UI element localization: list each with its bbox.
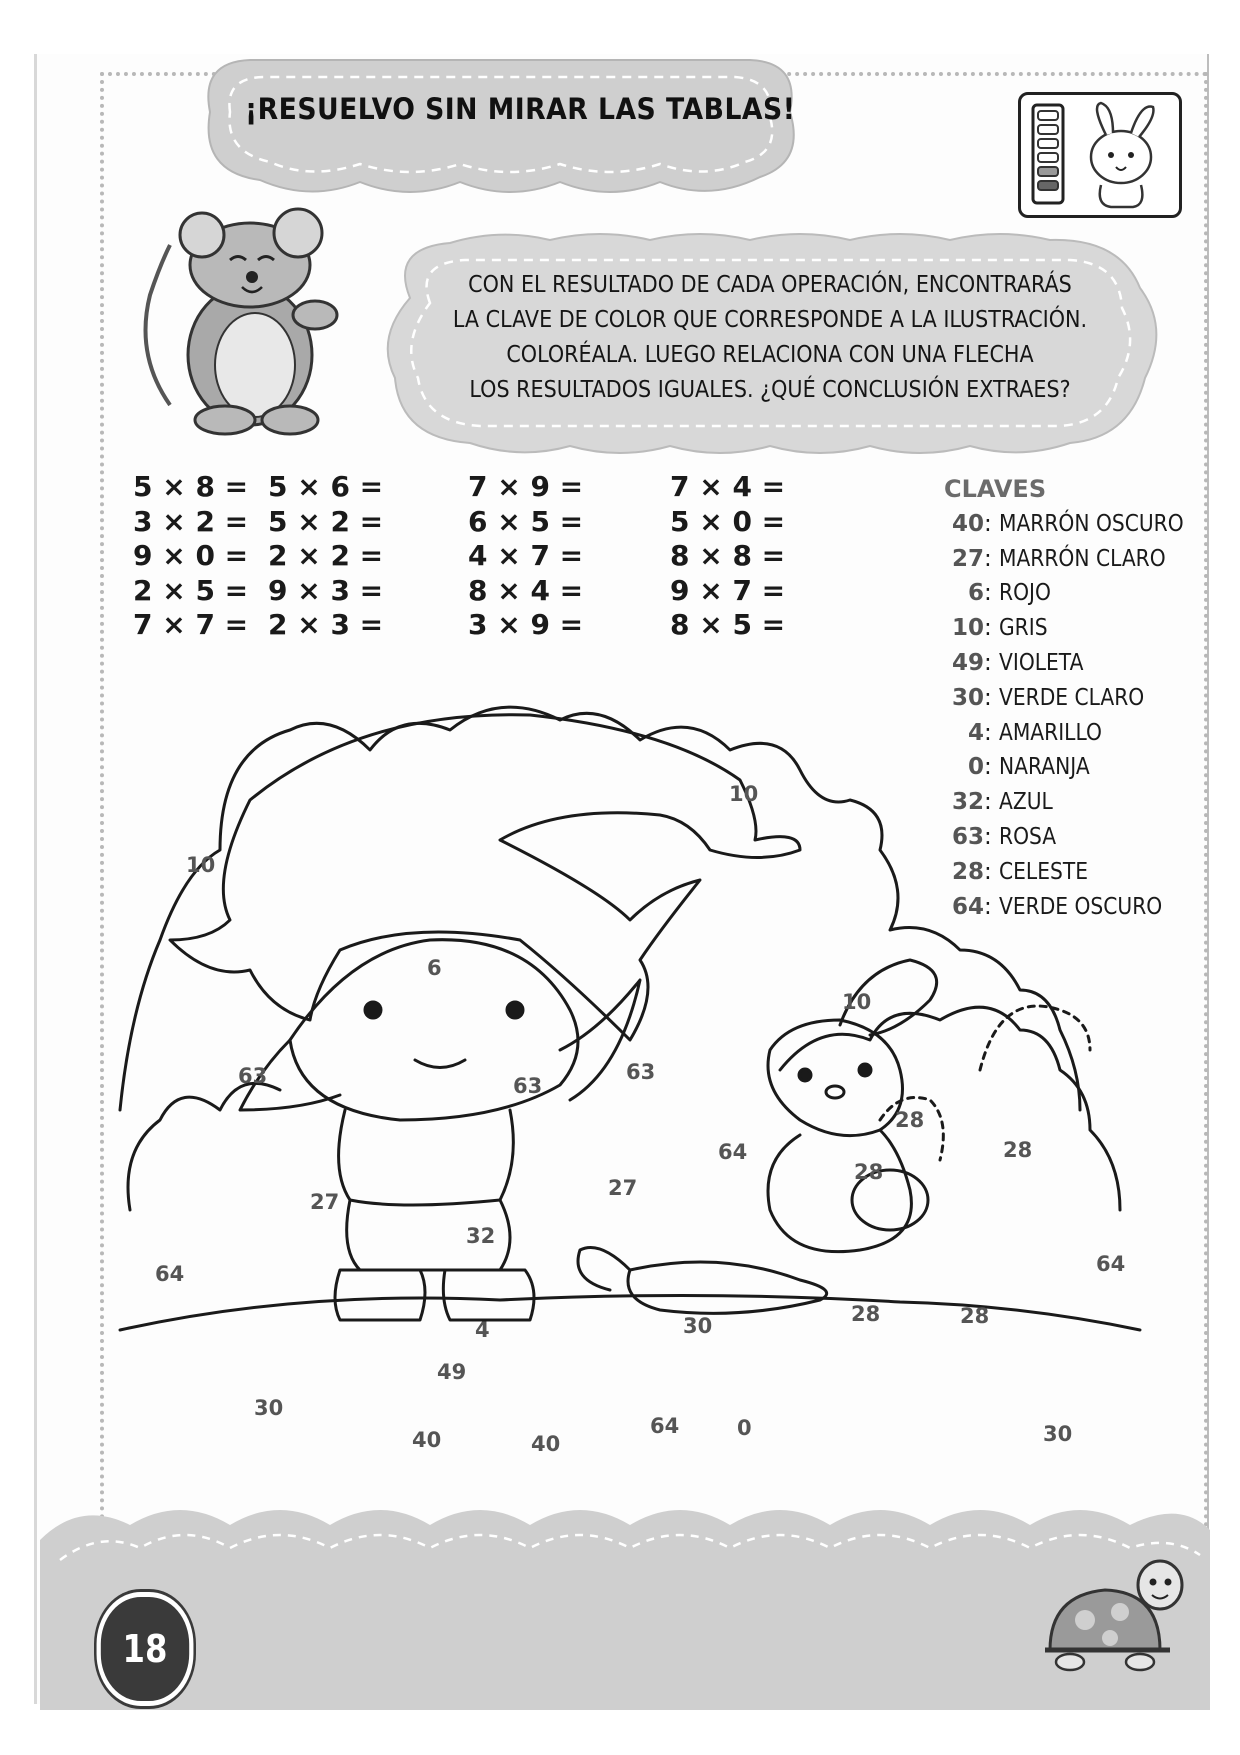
key-color: ROJO bbox=[999, 580, 1051, 607]
mouse-illustration bbox=[130, 205, 370, 440]
key-color: ROSA bbox=[999, 823, 1057, 850]
operation: 5 × 8 = bbox=[133, 470, 249, 503]
region-number: 64 bbox=[650, 1414, 680, 1438]
instruction-line: LOS RESULTADOS IGUALES. ¿QUÉ CONCLUSIÓN EXTRAES? bbox=[469, 377, 1071, 403]
region-number: 28 bbox=[854, 1160, 884, 1184]
region-number: 27 bbox=[310, 1190, 340, 1214]
region-number: 64 bbox=[1096, 1252, 1126, 1276]
operation: 5 × 6 = bbox=[268, 470, 384, 503]
operation: 9 × 3 = bbox=[268, 573, 384, 607]
key-row: 6: ROJO bbox=[944, 576, 1209, 611]
operation: 7 × 4 = bbox=[670, 470, 786, 503]
key-number: 49 bbox=[951, 649, 984, 676]
region-number: 64 bbox=[718, 1140, 748, 1164]
operation: 8 × 8 = bbox=[670, 539, 786, 572]
key-row: 32: AZUL bbox=[944, 785, 1209, 820]
region-number: 63 bbox=[513, 1074, 543, 1098]
region-number: 63 bbox=[626, 1060, 656, 1084]
region-number: 40 bbox=[531, 1432, 561, 1456]
key-color: MARRÓN OSCURO bbox=[999, 510, 1184, 537]
key-number: 30 bbox=[951, 684, 984, 711]
instructions bbox=[437, 268, 1103, 408]
operation: 2 × 2 = bbox=[268, 539, 384, 572]
key-number: 32 bbox=[951, 789, 984, 816]
operation: 5 × 2 = bbox=[268, 504, 384, 538]
key-number: 28 bbox=[951, 858, 984, 885]
operation: 8 × 5 = bbox=[670, 608, 786, 641]
operations-column-1 bbox=[133, 470, 248, 643]
key-row: 10: GRIS bbox=[944, 611, 1209, 646]
crayons-bunny-icon bbox=[1018, 92, 1182, 218]
keys-heading: CLAVES bbox=[944, 475, 1047, 503]
operation: 6 × 5 = bbox=[468, 504, 584, 538]
key-color: CELESTE bbox=[999, 858, 1089, 885]
operation: 9 × 0 = bbox=[133, 539, 249, 572]
region-number: 0 bbox=[737, 1416, 752, 1440]
key-number: 40 bbox=[951, 510, 984, 537]
region-number: 64 bbox=[155, 1262, 185, 1286]
key-number: 64 bbox=[951, 893, 984, 920]
operation: 8 × 4 = bbox=[468, 573, 584, 607]
region-number: 63 bbox=[238, 1064, 268, 1088]
turtle-illustration bbox=[1030, 1540, 1190, 1680]
operation: 7 × 7 = bbox=[133, 608, 249, 641]
title-cloud-shape bbox=[190, 52, 810, 202]
key-row: 40: MARRÓN OSCURO bbox=[944, 507, 1209, 542]
key-color: AMARILLO bbox=[999, 719, 1103, 746]
region-number: 28 bbox=[895, 1108, 925, 1132]
instruction-line: COLORÉALA. LUEGO RELACIONA CON UNA FLECHA bbox=[506, 342, 1034, 368]
coloring-illustration bbox=[100, 690, 1163, 1490]
key-color: GRIS bbox=[999, 615, 1048, 642]
operation: 3 × 9 = bbox=[468, 608, 584, 641]
key-number: 4 bbox=[967, 719, 984, 746]
operation: 2 × 3 = bbox=[268, 608, 384, 641]
key-row: 27: MARRÓN CLARO bbox=[944, 542, 1209, 577]
operation: 7 × 9 = bbox=[468, 470, 584, 503]
operation: 5 × 0 = bbox=[670, 504, 786, 538]
instruction-line: CON EL RESULTADO DE CADA OPERACIÓN, ENCONTRARÁS bbox=[468, 272, 1072, 298]
key-row: 28: CELESTE bbox=[944, 855, 1209, 890]
region-number: 30 bbox=[1043, 1422, 1073, 1446]
region-number: 4 bbox=[475, 1318, 490, 1342]
operations-column-2 bbox=[268, 470, 383, 643]
operations-column-4 bbox=[670, 470, 785, 643]
region-number: 30 bbox=[254, 1396, 284, 1420]
region-number: 28 bbox=[960, 1304, 990, 1328]
key-number: 63 bbox=[951, 823, 984, 850]
key-row: 30: VERDE CLARO bbox=[944, 681, 1209, 716]
key-color: MARRÓN CLARO bbox=[999, 545, 1166, 572]
region-number: 32 bbox=[466, 1224, 496, 1248]
region-number: 27 bbox=[608, 1176, 638, 1200]
region-number: 10 bbox=[729, 782, 759, 806]
key-color: VERDE CLARO bbox=[999, 684, 1145, 711]
page-title: ¡RESUELVO SIN MIRAR LAS TABLAS! bbox=[245, 92, 796, 126]
region-number: 40 bbox=[412, 1428, 442, 1452]
region-number: 10 bbox=[842, 990, 872, 1014]
key-number: 27 bbox=[951, 545, 984, 572]
key-number: 6 bbox=[967, 580, 984, 607]
region-number: 30 bbox=[683, 1314, 713, 1338]
region-number: 28 bbox=[1003, 1138, 1033, 1162]
region-number: 6 bbox=[427, 956, 442, 980]
operations-column-3 bbox=[468, 470, 583, 643]
key-row: 64: VERDE OSCURO bbox=[944, 890, 1209, 925]
operation: 2 × 5 = bbox=[133, 573, 249, 607]
key-color: VERDE OSCURO bbox=[999, 893, 1163, 920]
key-row: 63: ROSA bbox=[944, 820, 1209, 855]
key-number: 0 bbox=[967, 754, 984, 781]
key-row: 49: VIOLETA bbox=[944, 646, 1209, 681]
operation: 9 × 7 = bbox=[670, 573, 786, 607]
key-row: 4: AMARILLO bbox=[944, 716, 1209, 751]
key-number: 10 bbox=[951, 615, 984, 642]
region-number: 10 bbox=[186, 853, 216, 877]
instruction-line: LA CLAVE DE COLOR QUE CORRESPONDE A LA ILUSTRACIÓN. bbox=[452, 307, 1088, 333]
key-color: NARANJA bbox=[999, 754, 1090, 781]
key-row: 0: NARANJA bbox=[944, 750, 1209, 785]
page-number: 18 bbox=[97, 1592, 194, 1706]
operation: 4 × 7 = bbox=[468, 539, 584, 572]
key-color: VIOLETA bbox=[999, 649, 1084, 676]
key-color: AZUL bbox=[999, 789, 1053, 816]
operation: 3 × 2 = bbox=[133, 504, 249, 538]
region-number: 28 bbox=[851, 1302, 881, 1326]
region-number: 49 bbox=[437, 1360, 467, 1384]
